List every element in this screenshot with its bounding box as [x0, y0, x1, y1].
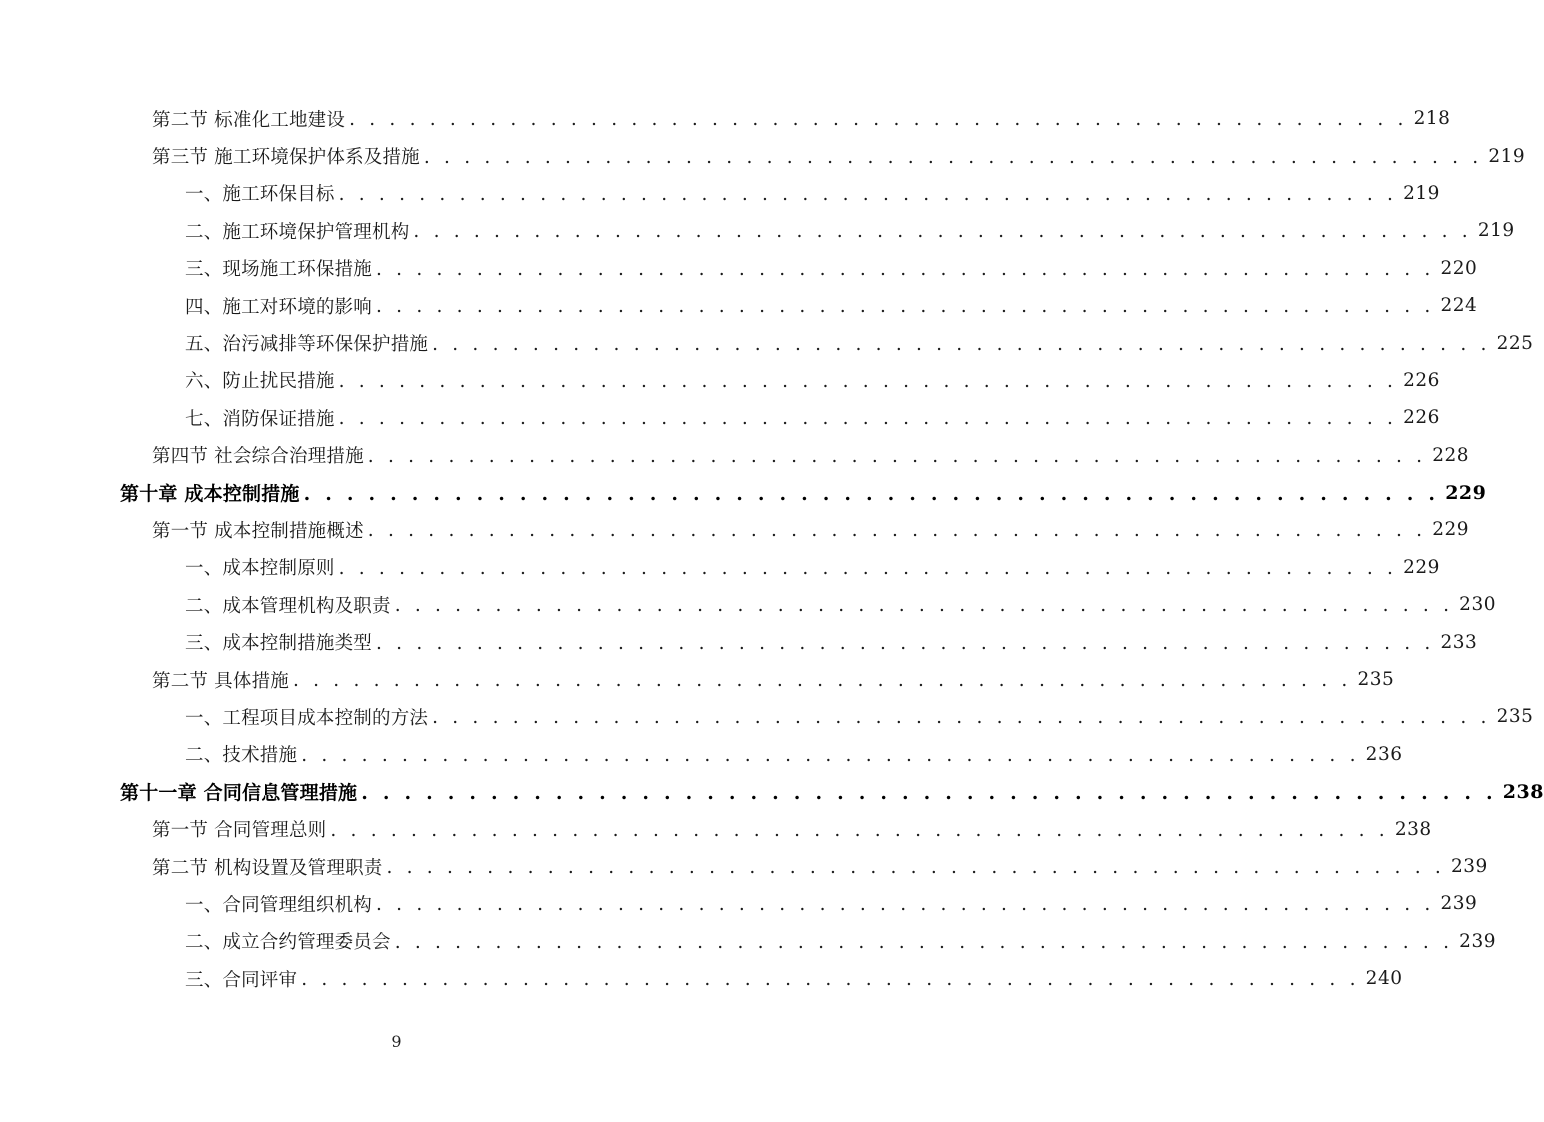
toc-entry-page: 230 [1459, 594, 1496, 616]
toc-dot-leader: . . . . . . . . . . . . . . . . . . . . . . . . . . . . . . . . . . . . . . . . . . . . . . . . . . . . . [376, 258, 1435, 280]
toc-entry-title: 一、工程项目成本控制的方法 [185, 707, 429, 729]
page-number: 9 [391, 1032, 402, 1051]
toc-subsection-entry[interactable] [0, 736, 1403, 773]
toc-entry-page: 233 [1440, 631, 1478, 653]
toc-entry-title: 三、成本控制措施类型 [185, 633, 373, 655]
toc-subsection-entry[interactable] [0, 324, 1534, 361]
toc-dot-leader: . . . . . . . . . . . . . . . . . . . . . . . . . . . . . . . . . . . . . . . . . . . . . . . . . . . . . [338, 408, 1398, 430]
toc-entry-title: 一、施工环保目标 [185, 184, 335, 206]
toc-entry-page: 226 [1403, 369, 1440, 391]
toc-entry-title: 四、施工对环境的影响 [185, 296, 373, 318]
toc-subsection-entry[interactable] [0, 586, 1496, 623]
toc-chapter-entry[interactable] [0, 773, 1544, 810]
toc-dot-leader: . . . . . . . . . . . . . . . . . . . . . . . . . . . . . . . . . . . . . . . . . . . . . . . . . . . . . [376, 296, 1435, 318]
toc-entry-page: 225 [1496, 332, 1534, 354]
toc-section-entry[interactable] [0, 437, 1470, 474]
toc-entry-page: 220 [1440, 257, 1478, 279]
toc-entry-page: 224 [1440, 295, 1478, 317]
toc-subsection-entry[interactable] [0, 287, 1478, 324]
toc-dot-leader: . . . . . . . . . . . . . . . . . . . . . . . . . . . . . . . . . . . . . . . . . . . . . . . . . . . . . [394, 595, 1454, 617]
toc-dot-leader: . . . . . . . . . . . . . . . . . . . . . . . . . . . . . . . . . . . . . . . . . . . . . . . . . . . . . [432, 333, 1491, 355]
toc-subsection-entry[interactable] [0, 885, 1478, 922]
toc-entry-page: 236 [1365, 743, 1403, 765]
toc-entry-page: 239 [1440, 893, 1478, 915]
toc-entry-title: 三、现场施工环保措施 [185, 259, 373, 281]
toc-entry-title: 五、治污减排等环保保护措施 [185, 334, 429, 356]
toc-dot-leader: . . . . . . . . . . . . . . . . . . . . . . . . . . . . . . . . . . . . . . . . . . . . . . . . . . . . . [301, 744, 1360, 766]
toc-entry-title: 一、成本控制原则 [185, 558, 335, 580]
toc-section-entry[interactable] [0, 848, 1488, 885]
toc-entry-page: 235 [1357, 669, 1395, 691]
toc-entry-page: 238 [1502, 780, 1544, 803]
toc-dot-leader: . . . . . . . . . . . . . . . . . . . . . . . . . . . . . . . . . . . . . . . . . . . . . . . . . . . . . [376, 894, 1435, 916]
toc-entry-page: 218 [1413, 108, 1451, 130]
toc-subsection-entry[interactable] [0, 212, 1515, 249]
toc-entry-title: 三、合同评审 [185, 969, 298, 991]
toc-dot-leader: . . . . . . . . . . . . . . . . . . . . . . . . . . . . . . . . . . . . . . . . . . . . . . . . . . . . . [394, 931, 1454, 953]
toc-entry-page: 239 [1459, 930, 1496, 952]
toc-subsection-entry[interactable] [0, 399, 1440, 436]
toc-section-entry[interactable] [0, 100, 1451, 137]
toc-entry-page: 229 [1403, 556, 1440, 578]
toc-entry-page: 219 [1477, 220, 1515, 242]
toc-entry-title: 第一节 合同管理总则 [152, 820, 327, 842]
toc-section-entry[interactable] [0, 137, 1526, 174]
toc-dot-leader: . . . . . . . . . . . . . . . . . . . . . . . . . . . . . . . . . . . . . . . . . . . . . . . . . . . . . [413, 221, 1472, 243]
toc-entry-page: 226 [1403, 407, 1440, 429]
toc-dot-leader: . . . . . . . . . . . . . . . . . . . . . . . . . . . . . . . . . . . . . . . . . . . . . . . . . . . . . [338, 557, 1398, 579]
toc-subsection-entry[interactable] [0, 623, 1478, 660]
toc-dot-leader: . . . . . . . . . . . . . . . . . . . . . . . . . . . . . . . . . . . . . . . . . . . . . . . . . . . . . [361, 781, 1497, 804]
toc-entry-title: 二、技术措施 [185, 745, 298, 767]
toc-entry-page: 238 [1394, 818, 1432, 840]
toc-entry-title: 第二节 具体措施 [152, 670, 289, 692]
toc-entry-title: 二、成立合约管理委员会 [185, 932, 391, 954]
toc-dot-leader: . . . . . . . . . . . . . . . . . . . . . . . . . . . . . . . . . . . . . . . . . . . . . . . . . . . . . [376, 632, 1435, 654]
toc-entry-title: 二、施工环境保护管理机构 [185, 221, 410, 243]
toc-dot-leader: . . . . . . . . . . . . . . . . . . . . . . . . . . . . . . . . . . . . . . . . . . . . . . . . . . . . . [338, 370, 1398, 392]
toc-entry-page: 229 [1432, 519, 1470, 541]
toc-entry-title: 第十章 成本控制措施 [120, 483, 300, 506]
toc-entry-page: 239 [1450, 856, 1488, 877]
toc-dot-leader: . . . . . . . . . . . . . . . . . . . . . . . . . . . . . . . . . . . . . . . . . . . . . . . . . . . . . [338, 183, 1398, 205]
toc-subsection-entry[interactable] [0, 960, 1403, 997]
toc-subsection-entry[interactable] [0, 923, 1496, 960]
toc-entry-title: 七、消防保证措施 [185, 408, 335, 430]
toc-entry-page: 240 [1365, 968, 1403, 990]
toc-entry-title: 一、合同管理组织机构 [185, 894, 373, 916]
toc-subsection-entry[interactable] [0, 698, 1534, 735]
toc-entry-page: 228 [1432, 444, 1470, 466]
toc-subsection-entry[interactable] [0, 362, 1440, 399]
toc-section-entry[interactable] [0, 511, 1470, 548]
toc-dot-leader: . . . . . . . . . . . . . . . . . . . . . . . . . . . . . . . . . . . . . . . . . . . . . . . . . . . . . [301, 969, 1360, 991]
toc-entry-title: 第三节 施工环境保护体系及措施 [152, 147, 420, 169]
toc-dot-leader: . . . . . . . . . . . . . . . . . . . . . . . . . . . . . . . . . . . . . . . . . . . . . . . . . . . . . [349, 109, 1408, 131]
toc-dot-leader: . . . . . . . . . . . . . . . . . . . . . . . . . . . . . . . . . . . . . . . . . . . . . . . . . . . . . [367, 445, 1427, 467]
toc-entry-page: 219 [1403, 182, 1440, 204]
toc-dot-leader: . . . . . . . . . . . . . . . . . . . . . . . . . . . . . . . . . . . . . . . . . . . . . . . . . . . . . [292, 670, 1352, 692]
toc-subsection-entry[interactable] [0, 250, 1478, 287]
toc-dot-leader: . . . . . . . . . . . . . . . . . . . . . . . . . . . . . . . . . . . . . . . . . . . . . . . . . . . . . [367, 520, 1427, 542]
toc-entry-title: 第二节 标准化工地建设 [152, 109, 346, 131]
toc-dot-leader: . . . . . . . . . . . . . . . . . . . . . . . . . . . . . . . . . . . . . . . . . . . . . . . . . . . . . [423, 146, 1483, 168]
toc-entry-title: 第二节 机构设置及管理职责 [152, 857, 383, 879]
toc-entry-title: 第十一章 合同信息管理措施 [120, 782, 358, 805]
toc-entry-title: 二、成本管理机构及职责 [185, 595, 391, 617]
toc-dot-leader: . . . . . . . . . . . . . . . . . . . . . . . . . . . . . . . . . . . . . . . . . . . . . . . . . . . . . [386, 857, 1445, 878]
table-of-contents [0, 100, 1544, 997]
toc-entry-page: 229 [1445, 481, 1487, 504]
toc-entry-title: 六、防止扰民措施 [185, 371, 335, 393]
toc-entry-title: 第一节 成本控制措施概述 [152, 520, 364, 542]
toc-subsection-entry[interactable] [0, 175, 1440, 212]
toc-entry-page: 235 [1496, 706, 1534, 728]
toc-entry-title: 第四节 社会综合治理措施 [152, 446, 364, 468]
toc-section-entry[interactable] [0, 810, 1432, 847]
toc-subsection-entry[interactable] [0, 549, 1440, 586]
toc-chapter-entry[interactable] [0, 474, 1487, 511]
toc-dot-leader: . . . . . . . . . . . . . . . . . . . . . . . . . . . . . . . . . . . . . . . . . . . . . . . . . . . . . [330, 819, 1389, 841]
toc-entry-page: 219 [1488, 145, 1526, 167]
toc-section-entry[interactable] [0, 661, 1395, 698]
toc-dot-leader: . . . . . . . . . . . . . . . . . . . . . . . . . . . . . . . . . . . . . . . . . . . . . . . . . . . . . [432, 707, 1491, 729]
toc-dot-leader: . . . . . . . . . . . . . . . . . . . . . . . . . . . . . . . . . . . . . . . . . . . . . . . . . . . . . [303, 482, 1440, 505]
